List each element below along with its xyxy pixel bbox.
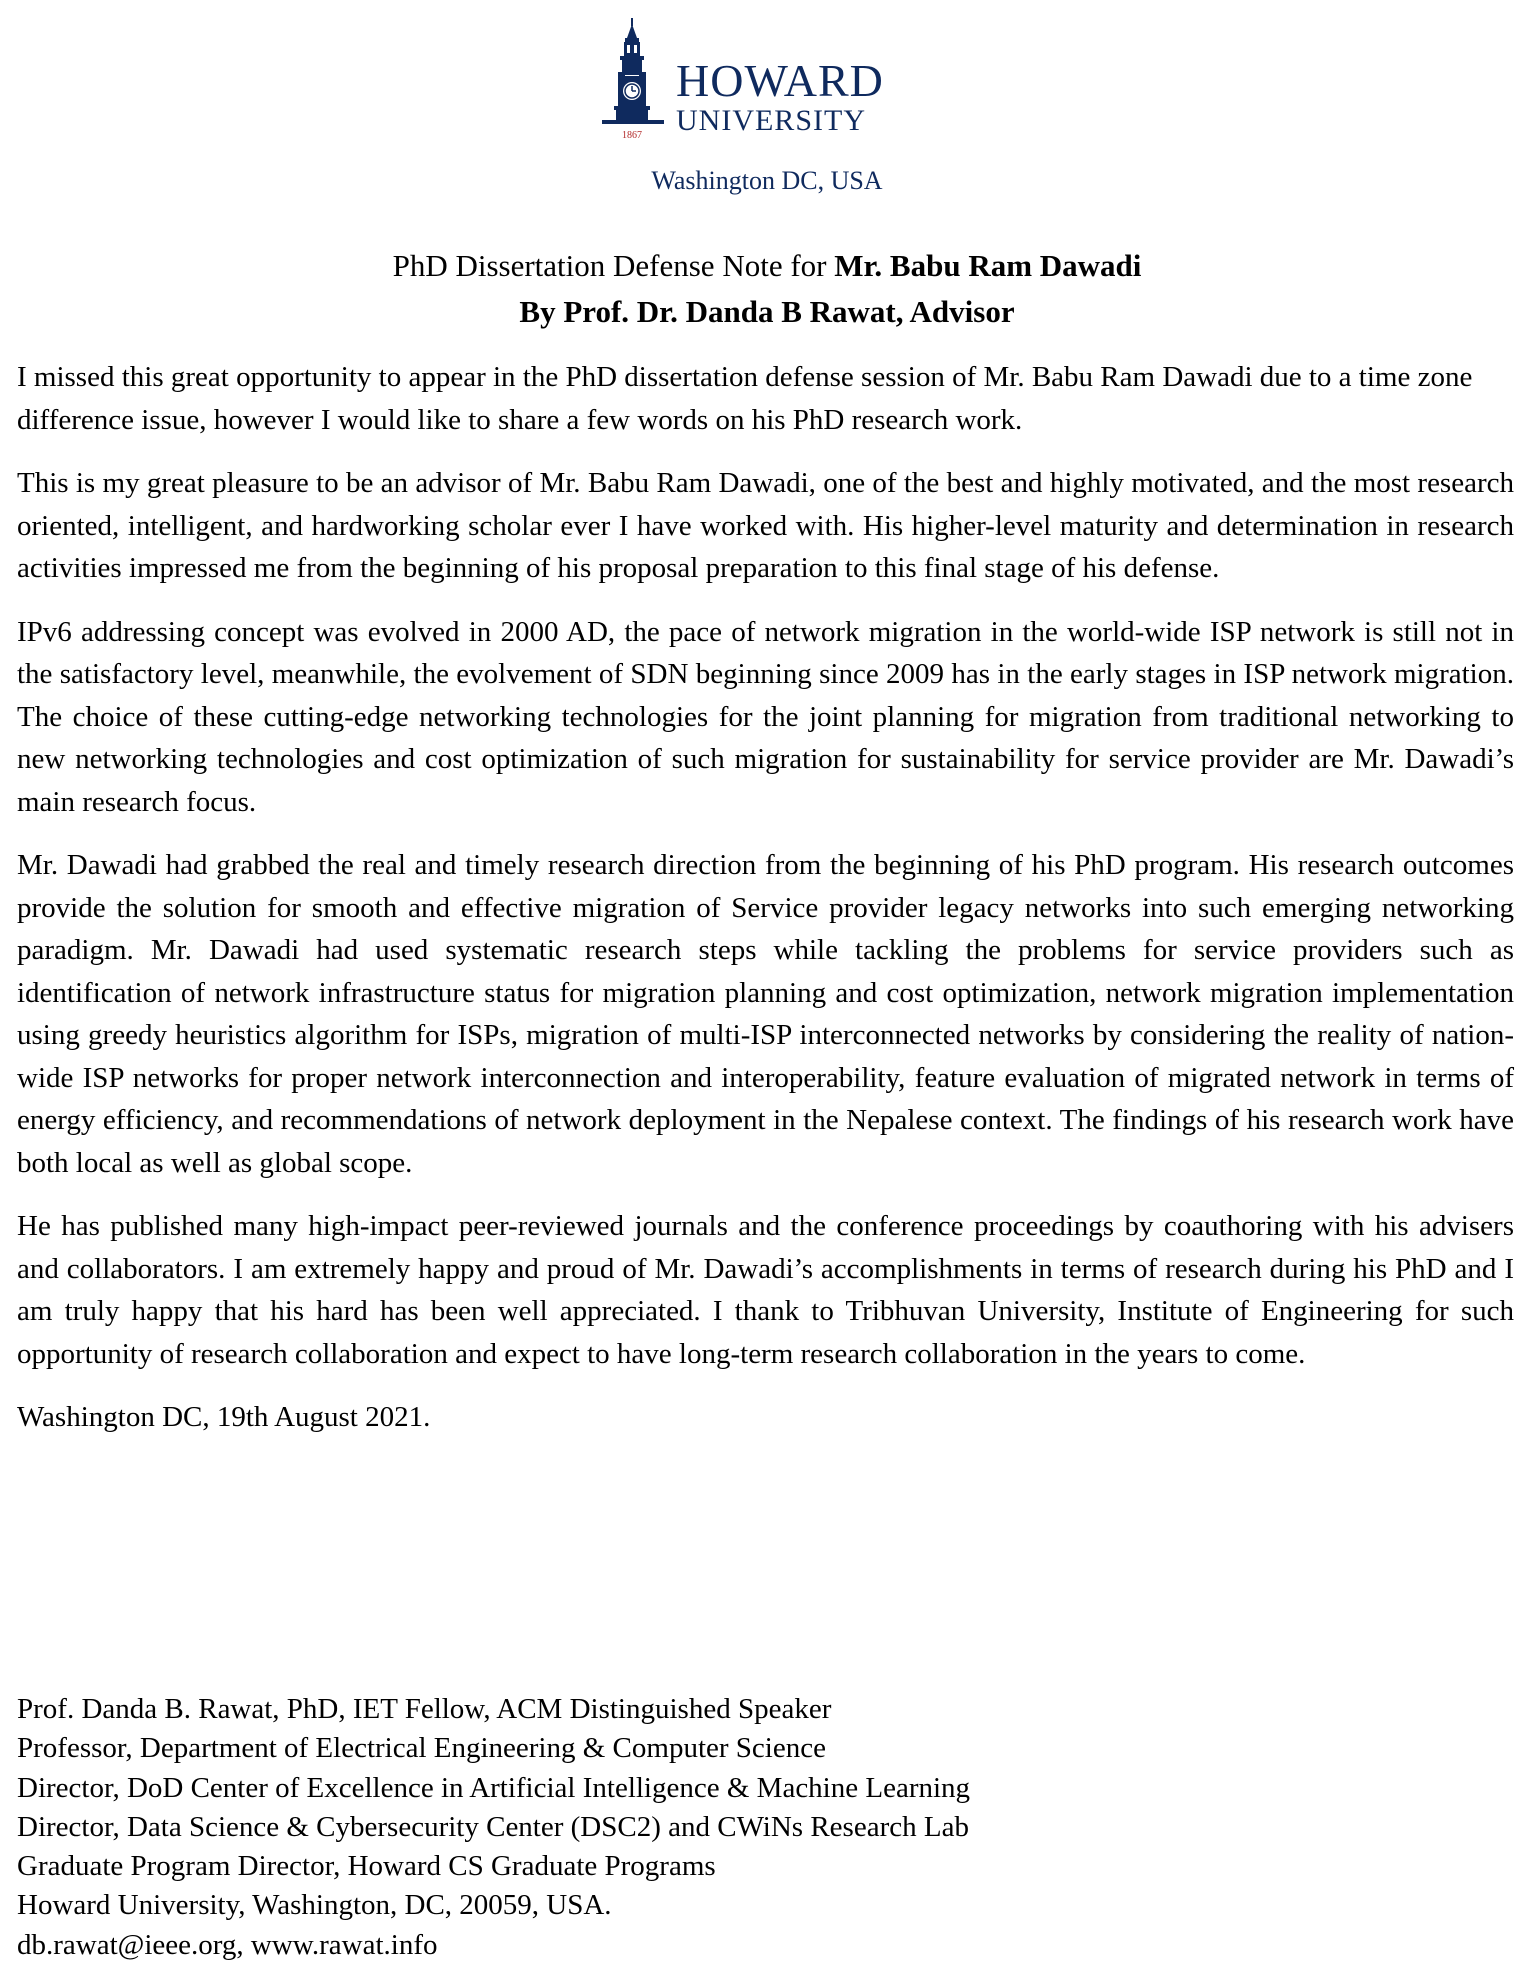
- dateline: Washington DC, 19th August 2021.: [17, 1401, 431, 1433]
- signature-line: Graduate Program Director, Howard CS Graduate Programs: [17, 1850, 716, 1883]
- signature-block: [17, 1690, 1317, 1965]
- paragraph: Mr. Dawadi had grabbed the real and timely research direction from the beginning of his PhD program. His research outcomes provide the solution for smooth and effective migration of Service provider legacy networks into such emerging networking paradigm. Mr. Dawadi had used systematic research steps while tackling the problems for service providers such as identification of network infrastructure status for migration planning and cost optimization, network migration implementation using greedy heuristics algorithm for ISPs, migration of multi-ISP interconnected networks by considering the reality of nation-wide ISP networks for proper network interconnection and interoperability, feature evaluation of migrated network in terms of energy efficiency, and recommendations of network deployment in the Nepalese context. The findings of his research work have both local as well as global scope.: [17, 849, 1514, 1179]
- title-line-1: [0, 243, 1534, 289]
- signature-line: Prof. Danda B. Rawat, PhD, IET Fellow, ACM Distinguished Speaker: [17, 1693, 832, 1725]
- paragraph: I missed this great opportunity to appear in the PhD dissertation defense session of Mr. Babu Ram Dawadi due to a time zone difference issue, however I would like to share a few words on his PhD research work.: [17, 361, 1473, 436]
- title-line-2: [0, 289, 1534, 335]
- letter-body: [17, 356, 1514, 1460]
- signature-line: Director, DoD Center of Excellence in Artificial Intelligence & Machine Learning: [17, 1771, 971, 1804]
- paragraph: IPv6 addressing concept was evolved in 2000 AD, the pace of network migration in the world-wide ISP network is still not in the satisfactory level, meanwhile, the evolvement of SDN beginning since 2009 has in the early stages in ISP network migration. The choice of these cutting-edge networking technologies for the joint planning for migration from traditional networking to new networking technologies and cost optimization of such migration for sustainability for service provider are Mr. Dawadi’s main research focus.: [17, 615, 1514, 818]
- signature-line: Howard University, Washington, DC, 20059, USA.: [17, 1889, 612, 1922]
- logo-year: 1867: [622, 130, 642, 141]
- logo-subtitle: UNIVERSITY: [676, 104, 866, 137]
- logo-name: HOWARD: [676, 55, 884, 106]
- clock-tower-icon: [600, 18, 670, 143]
- paragraph: This is my great pleasure to be an advisor of Mr. Babu Ram Dawadi, one of the best and highly motivated, and the most research oriented, intelligent, and hardworking scholar ever I have worked with. His higher-level maturity and determination in research activities impressed me from the beginning of his proposal preparation to this final stage of his defense.: [17, 467, 1514, 584]
- author-line: By Prof. Dr. Danda B Rawat, Advisor: [519, 294, 1015, 329]
- howard-university-logo: [600, 18, 940, 143]
- paragraph: He has published many high-impact peer-reviewed journals and the conference proceedings by coauthoring with his advisers and collaborators. I am extremely happy and proud of Mr. Dawadi’s accomplishments in terms of research during his PhD and I am truly happy that his hard has been well appreciated. I thank to Tribhuvan University, Institute of Engineering for such opportunity of research collaboration and expect to have long-term research collaboration in the years to come.: [17, 1210, 1514, 1370]
- location-line: Washington DC, USA: [651, 166, 883, 195]
- title-prefix: PhD Dissertation Defense Note for: [392, 248, 835, 283]
- document-title: [0, 243, 1534, 335]
- logo-wordmark: [676, 55, 884, 137]
- candidate-name: Mr. Babu Ram Dawadi: [834, 248, 1142, 283]
- contact-line: db.rawat@ieee.org, www.rawat.info: [17, 1928, 438, 1961]
- signature-line: Director, Data Science & Cybersecurity Center (DSC2) and CWiNs Research Lab: [17, 1810, 969, 1843]
- signature-line: Professor, Department of Electrical Engineering & Computer Science: [17, 1732, 826, 1765]
